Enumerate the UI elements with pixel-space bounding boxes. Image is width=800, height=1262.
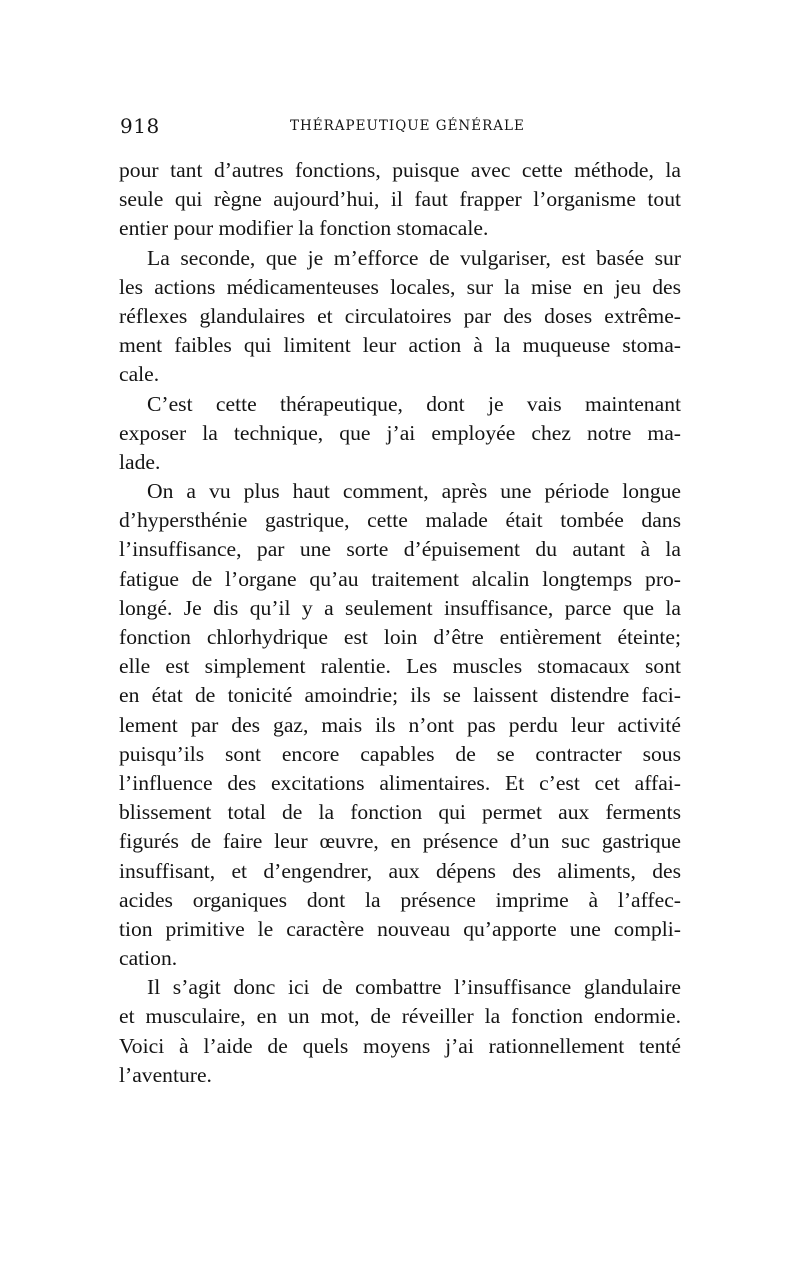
text-line: les actions médicamenteuses locales, sur la mise en jeu des	[119, 274, 681, 299]
text-line: blissement total de la fonction qui permet aux ferments	[119, 800, 681, 825]
text-line: en état de tonicité amoindrie; ils se laissent distendre faci-	[119, 683, 681, 708]
text-line: ment faibles qui limitent leur action à la muqueuse stoma-	[119, 333, 681, 358]
text-line: exposer la technique, que j’ai employée chez notre ma-	[119, 420, 681, 445]
page-number: 918	[120, 114, 160, 138]
body-text	[119, 156, 681, 1090]
text-line: longé. Je dis qu’il y a seulement insuffisance, parce que la	[119, 595, 681, 620]
paragraph	[119, 244, 681, 390]
text-line: réflexes glandulaires et circulatoires par des doses extrême-	[119, 303, 681, 328]
text-line: d’hypersthénie gastrique, cette malade était tombée dans	[119, 508, 681, 533]
running-head	[120, 114, 680, 144]
text-line: elle est simplement ralentie. Les muscles stomacaux sont	[119, 654, 681, 679]
text-line: l’aventure.	[119, 1062, 212, 1087]
text-line: entier pour modifier la fonction stomacale.	[119, 216, 489, 241]
text-line: fonction chlorhydrique est loin d’être entièrement éteinte;	[119, 625, 681, 649]
text-line: pour tant d’autres fonctions, puisque avec cette méthode, la	[119, 158, 681, 182]
text-line: lade.	[119, 449, 161, 474]
text-line: C’est cette thérapeutique, dont je vais maintenant	[147, 391, 681, 416]
text-line: cale.	[119, 362, 160, 387]
text-line: l’influence des excitations alimentaires. Et c’est cet affai-	[119, 770, 681, 795]
text-line: Il s’agit donc ici de combattre l’insuffisance glandulaire	[147, 975, 681, 1000]
text-line: On a vu plus haut comment, après une période longue	[147, 479, 681, 504]
text-line: seule qui règne aujourd’hui, il faut frapper l’organisme tout	[119, 187, 681, 212]
text-line: tion primitive le caractère nouveau qu’apporte une compli-	[119, 916, 681, 941]
text-line: puisqu’ils sont encore capables de se contracter sous	[119, 741, 681, 766]
paragraph	[119, 973, 681, 1090]
running-title: THÉRAPEUTIQUE GÉNÉRALE	[290, 118, 525, 134]
text-line: figurés de faire leur œuvre, en présence d’un suc gastrique	[119, 829, 681, 854]
paragraph	[119, 390, 681, 478]
text-line: La seconde, que je m’efforce de vulgariser, est basée sur	[147, 245, 681, 270]
text-line: insuffisant, et d’engendrer, aux dépens des aliments, des	[119, 858, 681, 883]
text-line: fatigue de l’organe qu’au traitement alcalin longtemps pro-	[119, 566, 681, 591]
text-line: acides organiques dont la présence imprime à l’affec-	[119, 887, 681, 912]
text-line: lement par des gaz, mais ils n’ont pas perdu leur activité	[119, 712, 681, 737]
paragraph	[119, 156, 681, 244]
text-line: et musculaire, en un mot, de réveiller la fonction endormie.	[119, 1004, 681, 1029]
text-line: Voici à l’aide de quels moyens j’ai rationnellement tenté	[119, 1033, 681, 1058]
text-line: l’insuffisance, par une sorte d’épuisement du autant à la	[119, 537, 681, 562]
text-line: cation.	[119, 946, 178, 971]
paragraph	[119, 477, 681, 973]
